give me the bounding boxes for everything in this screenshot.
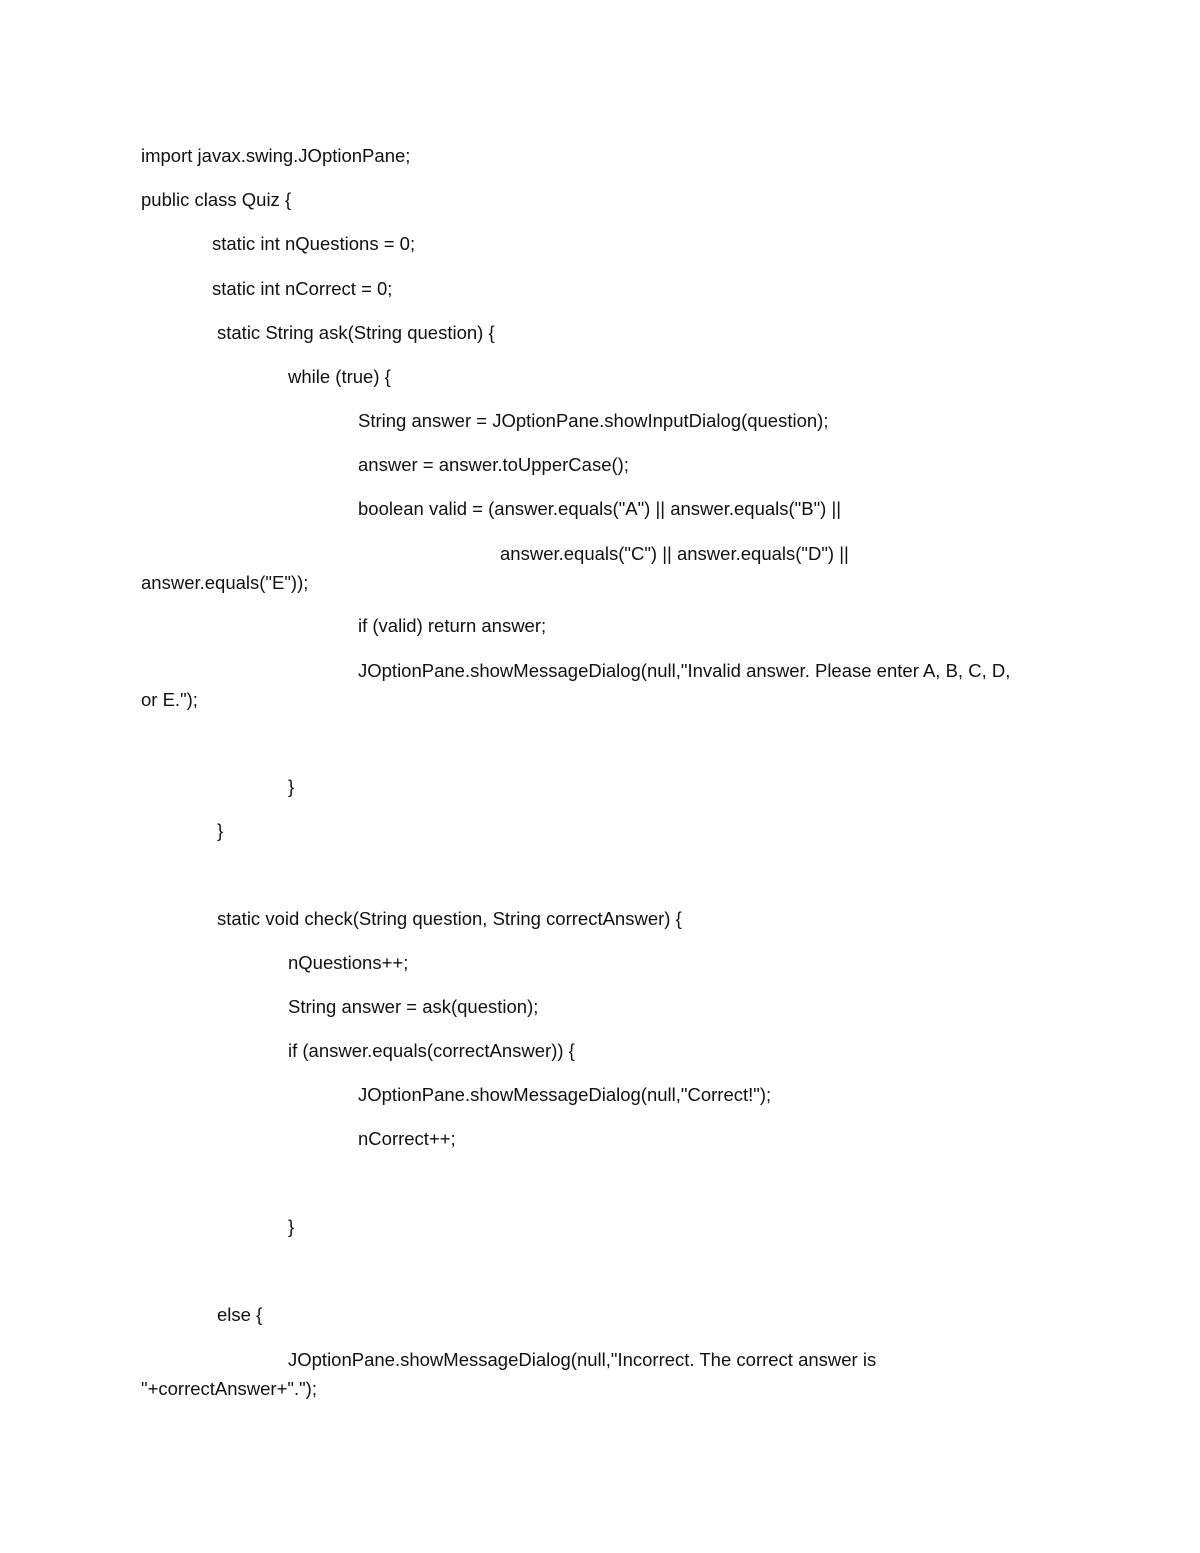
code-line-increment-correct: nCorrect++; — [358, 1128, 456, 1149]
code-line-ncorrect-field: static int nCorrect = 0; — [212, 278, 393, 299]
code-line-uppercase: answer = answer.toUpperCase(); — [358, 454, 629, 475]
code-line-return-valid: if (valid) return answer; — [358, 615, 547, 636]
code-line-check-method: static void check(String question, String correctAnswer) { — [217, 908, 682, 929]
code-line-close-brace-while: } — [288, 776, 295, 797]
code-line-invalid-message-wrapped: or E."); — [141, 689, 198, 710]
code-line-incorrect-message: JOptionPane.showMessageDialog(null,"Incorrect. The correct answer is — [288, 1349, 877, 1370]
code-line-increment-questions: nQuestions++; — [288, 952, 409, 973]
code-line-if-correct: if (answer.equals(correctAnswer)) { — [288, 1040, 575, 1061]
code-line-invalid-message: JOptionPane.showMessageDialog(null,"Invalid answer. Please enter A, B, C, D, — [358, 660, 1011, 681]
code-line-valid-check: boolean valid = (answer.equals("A") || answer.equals("B") || — [358, 498, 842, 519]
code-line-import: import javax.swing.JOptionPane; — [141, 145, 411, 166]
code-line-class-declaration: public class Quiz { — [141, 189, 292, 210]
code-line-valid-check-wrapped: answer.equals("E")); — [141, 572, 309, 593]
code-line-nquestions-field: static int nQuestions = 0; — [212, 233, 416, 254]
code-line-correct-message: JOptionPane.showMessageDialog(null,"Correct!"); — [358, 1084, 772, 1105]
code-line-valid-check-continued: answer.equals("C") || answer.equals("D") || — [500, 543, 849, 564]
code-line-else: else { — [217, 1304, 263, 1325]
code-line-ask-call: String answer = ask(question); — [288, 996, 539, 1017]
code-line-input-dialog: String answer = JOptionPane.showInputDialog(question); — [358, 410, 829, 431]
code-line-incorrect-message-wrapped: "+correctAnswer+"."); — [141, 1378, 317, 1399]
code-line-ask-method: static String ask(String question) { — [217, 322, 495, 343]
code-line-close-brace-ask: } — [217, 820, 224, 841]
code-line-while-loop: while (true) { — [288, 366, 391, 387]
code-line-close-brace-if: } — [288, 1216, 295, 1237]
